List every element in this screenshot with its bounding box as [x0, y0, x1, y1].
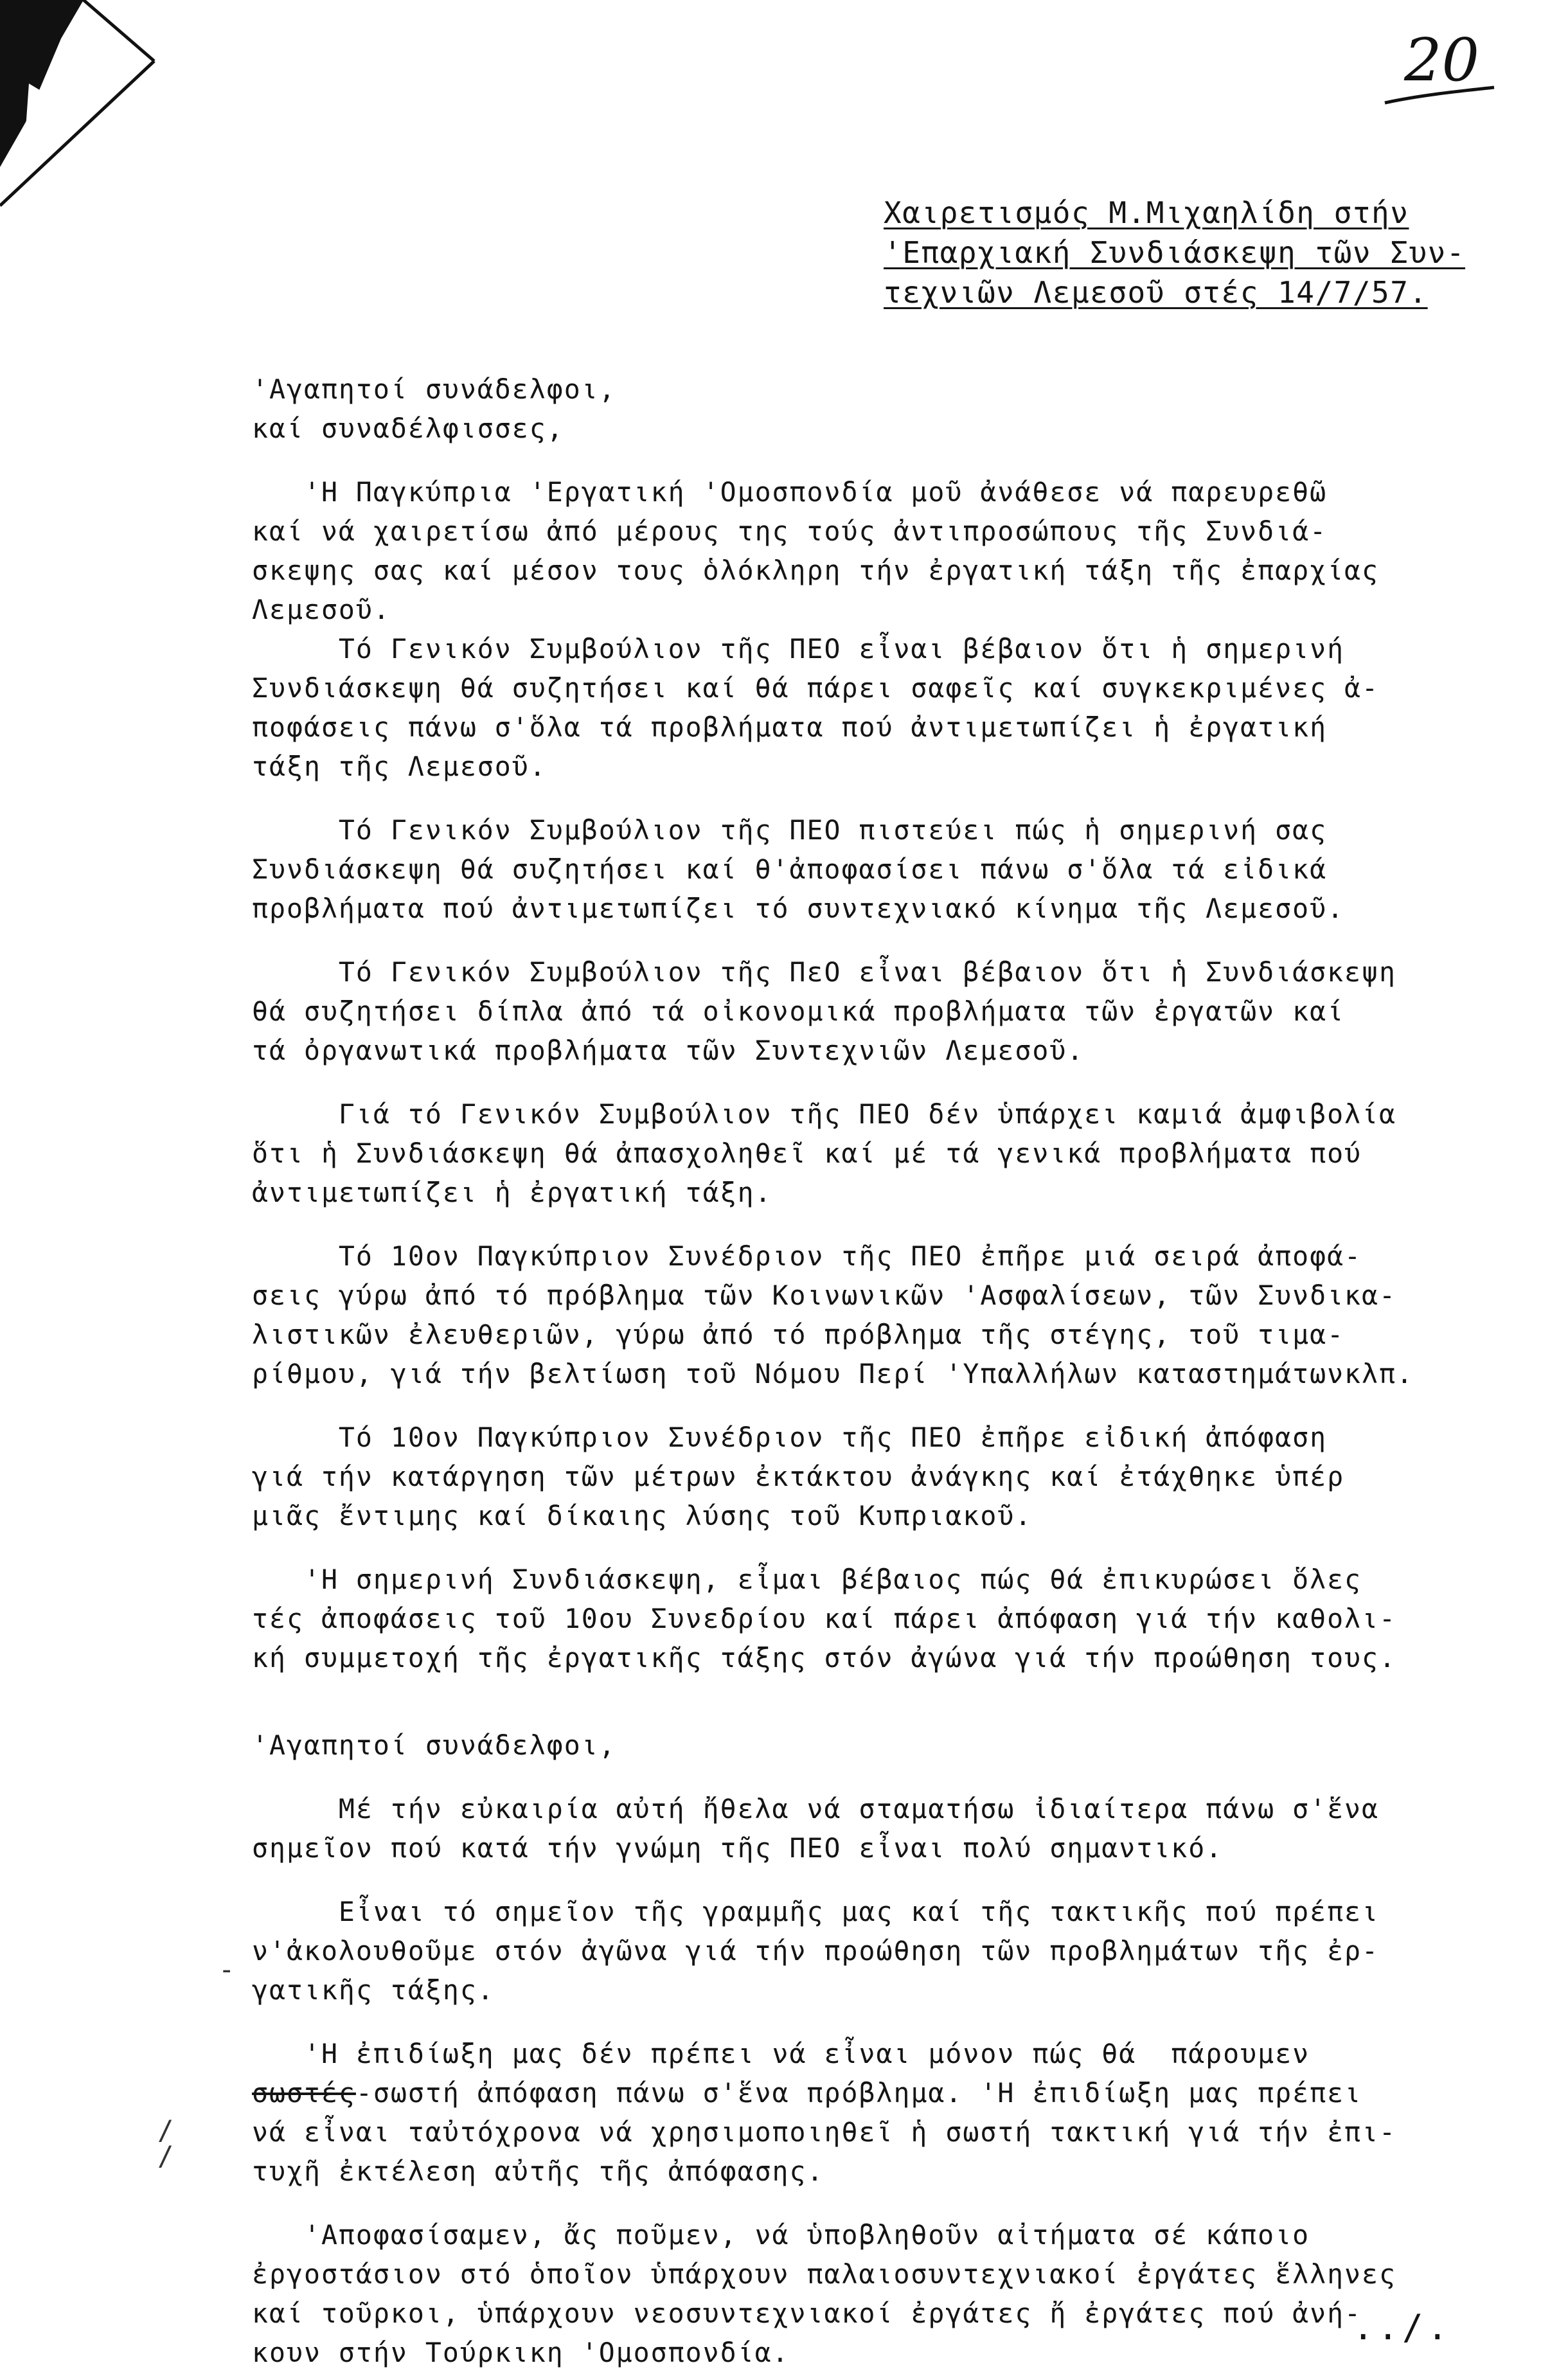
paragraph [252, 1560, 1550, 1677]
text-line: σκεψης σας καί μέσον τους ὁλόκληρη τήν ἐργατική τάξη τῆς ἐπαρχίας [252, 555, 1380, 586]
text-line: ἐργοστάσιον στό ὁποῖον ὑπάρχουν παλαιοσυντεχνιακοί ἐργάτες ἕλληνες [252, 2258, 1397, 2290]
salutation: καί συναδέλφισσες, [252, 413, 564, 444]
text-line: γιά τήν κατάργηση τῶν μέτρων ἐκτάκτου ἀνάγκης καί ἐτάχθηκε ὑπέρ [252, 1461, 1345, 1492]
text-line: 'Η ἐπιδίωξη μας δέν πρέπει νά εἶναι μόνον πώς θά πάρουμεν [252, 2038, 1310, 2069]
text-line: γατικῆς τάξης. [252, 1974, 495, 2006]
text-line: τυχῆ ἐκτέλεση αὐτῆς τῆς ἀπόφασης. [252, 2155, 824, 2187]
text-line: ὅτι ἡ Συνδιάσκεψη θά ἀπασχοληθεῖ καί μέ τά γενικά προβλήματα πού [252, 1138, 1362, 1169]
text-line: ν'ἀκολουθοῦμε στόν ἀγῶνα γιά τήν προώθηση τῶν προβλημάτων τῆς ἐρ- [252, 1935, 1380, 1967]
page-number-underline [1382, 82, 1497, 108]
paragraph [252, 629, 1550, 786]
text-line: Συνδιάσκεψη θά συζητήσει καί θ'ἀποφασίσει πάνω σ'ὅλα τά εἰδικά [252, 853, 1328, 885]
text-line: Γιά τό Γενικόν Συμβούλιον τῆς ΠΕΟ δέν ὑπάρχει καμιά ἀμφιβολία [252, 1098, 1397, 1130]
text-line: νά εἶναι ταὐτόχρονα νά χρησιμοποιηθεῖ ἡ σωστή τακτική γιά τήν ἐπι- [252, 2116, 1397, 2148]
title-line: 'Επαρχιακή Συνδιάσκεψη τῶν Συν- [884, 235, 1466, 270]
letter-body [252, 370, 1550, 2372]
title-line: τεχνιῶν Λεμεσοῦ στές 14/7/57. [884, 275, 1428, 310]
title-line: Χαιρετισμός Μ.Μιχαηλίδη στήν [884, 195, 1409, 230]
text-line: σεις γύρω ἀπό τό πρόβλημα τῶν Κοινωνικῶν 'Ασφαλίσεων, τῶν Συνδικα- [252, 1280, 1397, 1311]
text-line: 'Η Παγκύπρια 'Εργατική 'Ομοσπονδία μοῦ ἀνάθεσε νά παρευρεθῶ [252, 476, 1328, 508]
text-line: ἀντιμετωπίζει ἡ ἐργατική τάξη. [252, 1177, 772, 1208]
paragraph [252, 1789, 1550, 1868]
paragraph [252, 810, 1550, 928]
continuation-mark: ../. [1353, 2307, 1452, 2348]
struck-word: σωστές [252, 2077, 356, 2109]
paragraph [252, 1236, 1550, 1393]
salutation: 'Αγαπητοί συνάδελφοι, [252, 1729, 616, 1761]
text-line: Εἶναι τό σημεῖον τῆς γραμμῆς μας καί τῆς τακτικῆς πού πρέπει [252, 1896, 1380, 1927]
margin-speck: - [218, 1954, 235, 1985]
text-line: τάξη τῆς Λεμεσοῦ. [252, 751, 547, 782]
margin-speck: / [157, 2140, 174, 2172]
text-line: 'Η σημερινή Συνδιάσκεψη, εἶμαι βέβαιος πώς θά ἐπικυρώσει ὅλες [252, 1564, 1362, 1595]
text-line: μιᾶς ἔντιμης καί δίκαιης λύσης τοῦ Κυπριακοῦ. [252, 1500, 1033, 1531]
text-line: Τό Γενικόν Συμβούλιον τῆς ΠΕΟ εἶναι βέβαιον ὅτι ἡ σημερινή [252, 633, 1345, 665]
text-line: Τό Γενικόν Συμβούλιον τῆς ΠΕΟ πιστεύει πώς ἡ σημερινή σας [252, 814, 1328, 846]
text-line: Τό 10ον Παγκύπριον Συνέδριον τῆς ΠΕΟ ἐπῆρε μιά σειρά ἀποφά- [252, 1240, 1362, 1272]
salutation: 'Αγαπητοί συνάδελφοι, [252, 373, 616, 405]
text-line: Μέ τήν εὐκαιρία αὐτή ἤθελα νά σταματήσω ἰδιαίτερα πάνω σ'ἕνα [252, 1793, 1380, 1825]
margin-speck: / [157, 2114, 174, 2146]
text-line: σημεῖον πού κατά τήν γνώμη τῆς ΠΕΟ εἶναι πολύ σημαντικό. [252, 1832, 1224, 1864]
text-line: κουν στήν Τούρκικη 'Ομοσπονδία. [252, 2337, 790, 2368]
text-line: Τό 10ον Παγκύπριον Συνέδριον τῆς ΠΕΟ ἐπῆρε εἰδική ἀπόφαση [252, 1422, 1328, 1453]
text-line: Συνδιάσκεψη θά συζητήσει καί θά πάρει σαφεῖς καί συγκεκριμένες ἀ- [252, 672, 1380, 704]
paragraph [252, 2215, 1550, 2372]
text-line [252, 2073, 1550, 2112]
text-line: 'Αποφασίσαμεν, ἄς ποῦμεν, νά ὑποβληθοῦν αἰτήματα σέ κάποιο [252, 2219, 1310, 2251]
paragraph [252, 472, 1550, 629]
text-line: καί τοῦρκοι, ὑπάρχουν νεοσυντεχνιακοί ἐργάτες ἤ ἐργάτες πού ἀνή- [252, 2298, 1362, 2329]
text-line: κή συμμετοχή τῆς ἐργατικῆς τάξης στόν ἀγώνα γιά τήν προώθηση τους. [252, 1642, 1397, 1673]
page-number: 20 [1404, 26, 1480, 94]
paragraph [252, 1094, 1550, 1212]
torn-corner-mark [0, 0, 167, 212]
text-line: προβλήματα πού ἀντιμετωπίζει τό συντεχνιακό κίνημα τῆς Λεμεσοῦ. [252, 893, 1345, 924]
text-line: θά συζητήσει δίπλα ἀπό τά οἰκονομικά προβλήματα τῶν ἐργατῶν καί [252, 995, 1345, 1027]
text-line: Λεμεσοῦ. [252, 594, 391, 625]
paragraph [252, 1892, 1550, 2010]
text-fragment: -σωστή ἀπόφαση πάνω σ'ἕνα πρόβλημα. 'Η ἐπιδίωξη μας πρέπει [355, 2077, 1362, 2109]
paragraph [252, 1418, 1550, 1535]
text-line: καί νά χαιρετίσω ἀπό μέρους της τούς ἀντιπροσώπους τῆς Συνδιά- [252, 515, 1328, 547]
text-line: λιστικῶν ἐλευθεριῶν, γύρω ἀπό τό πρόβλημα τῆς στέγης, τοῦ τιμα- [252, 1319, 1345, 1350]
text-line: τά ὀργανωτικά προβλήματα τῶν Συντεχνιῶν Λεμεσοῦ. [252, 1035, 1085, 1066]
text-line: ποφάσεις πάνω σ'ὅλα τά προβλήματα πού ἀντιμετωπίζει ἡ ἐργατική [252, 711, 1328, 743]
paragraph [252, 952, 1550, 1070]
text-line: Τό Γενικόν Συμβούλιον τῆς ΠεΟ εἶναι βέβαιον ὅτι ἡ Συνδιάσκεψη [252, 956, 1397, 988]
paragraph [252, 2034, 1550, 2191]
text-line: ρίθμου, γιά τήν βελτίωση τοῦ Νόμου Περί 'Υπαλλήλων καταστημάτωνκλπ. [252, 1358, 1414, 1389]
text-line: τές ἀποφάσεις τοῦ 10ου Συνεδρίου καί πάρει ἀπόφαση γιά τήν καθολι- [252, 1603, 1397, 1634]
document-title [884, 193, 1465, 312]
